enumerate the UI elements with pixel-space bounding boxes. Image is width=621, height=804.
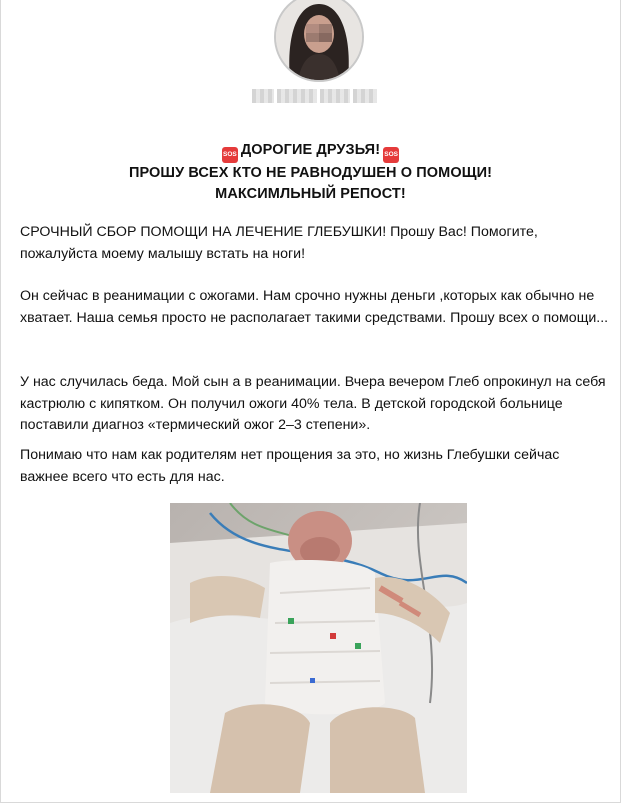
avatar-photo xyxy=(276,0,362,80)
post-heading xyxy=(0,140,621,205)
heading-text-1: ДОРОГИЕ ДРУЗЬЯ! xyxy=(240,142,381,158)
post-photo[interactable] xyxy=(170,503,467,793)
post-paragraph: У нас случилась беда. Мой сын а в реанимации. Вчера вечером Глеб опрокинул на себя кастрюлю с кипятком. Он получил ожоги 40% тела. В детской городской больнице поставили диагноз «термический ожог 2–3 степени». xyxy=(20,374,606,433)
heading-line-1 xyxy=(0,140,621,163)
sos-icon: SOS xyxy=(383,147,399,163)
post-paragraph: Он сейчас в реанимации с ожогами. Нам срочно нужны деньги ,которых как обычно не хватает. Наша семья просто не располагает такими средствами. Прошу всех о помощи... xyxy=(20,288,609,326)
heading-line-3: МАКСИМЛЬНЫЙ РЕПОСТ! xyxy=(215,186,406,202)
username-blurred xyxy=(252,86,382,106)
heading-line-2: ПРОШУ ВСЕХ КТО НЕ РАВНОДУШЕН О ПОМОЩИ! xyxy=(128,165,493,181)
sos-icon: SOS xyxy=(222,147,238,163)
hospital-photo-image xyxy=(170,503,467,793)
post-paragraph: Понимаю что нам как родителям нет прощения за это, но жизнь Глебушки сейчас важнее всего что есть для нас. xyxy=(20,447,560,485)
post-paragraph: СРОЧНЫЙ СБОР ПОМОЩИ НА ЛЕЧЕНИЕ ГЛЕБУШКИ! Прошу Вас! Помогите, пожалуйста моему малышу встать на ноги! xyxy=(20,224,538,262)
